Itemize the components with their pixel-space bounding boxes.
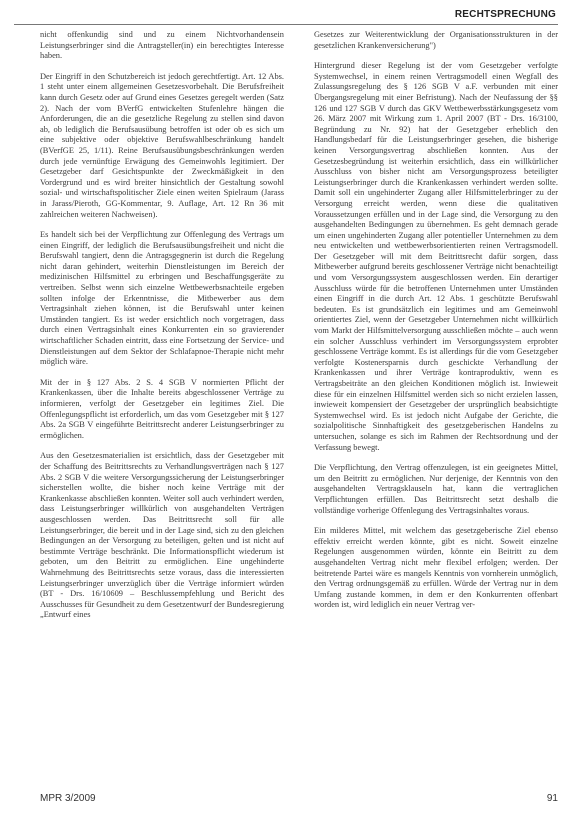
article-body (40, 30, 558, 780)
paragraph: Der Eingriff in den Schutzbereich ist jedoch gerechtfertigt. Art. 12 Abs. 1 steht unter einem allgemeinen Gesetzesvorbehalt. Die Berufsfreiheit kann durch Gesetz oder auf Grund eines Gesetzes geregelt werden (Satz 2). Nach der vom BVerfG entwickelten Stufenlehre hängen die Anforderungen, die an die gesetzliche Regelung zu stellen sind davon ab, ob lediglich die Berufsausübung betroffen ist oder ob es sich um eine subjektive oder objektive Berufswahlbeschränkung handelt (BVerfGE 25, 1/11). Reine Berufsausübungsbeschränkungen werden durch jede vernünftige Erwägung des Gemeinwohls legitimiert. Der Gesetzgeber darf Gesichtspunkte der Zweckmäßigkeit in den Vordergrund und es wird breiter hinsichtlich der Gestaltung sowohl sozial- und wirtschaftspolitischer Ziele einen weiten Spielraum (Jarass in Jarass/Pieroth, GG-Kommentar, 9. Auflage, Art. 12 Rn 36 mit zahlreichen weiteren Nachweisen). (40, 71, 284, 219)
header-rule (14, 24, 558, 25)
paragraph: Gesetzes zur Weiterentwicklung der Organisationsstrukturen in der gesetzlichen Krankenversicherung") (314, 30, 558, 50)
page-footer (40, 793, 558, 804)
page-number: 91 (546, 793, 558, 804)
paragraph: Aus den Gesetzesmaterialien ist ersichtlich, dass der Gesetzgeber mit der Schaffung des Beitrittsrechts zu Verhandlungsverträgen nach § 127 Abs. 2 SGB V die weitere Versorgungssicherung der Leistungserbringer sicherstellen wollte, die bisher noch keine Verträge mit der Krankenkasse abschließen konnten. Weiter soll auch verhindert werden, dass Leistungserbringer willkürlich von ausgehandelten Verträgen ausgeschlossen werden. Das Beitrittsrecht soll für alle Leistungserbringer, die bereit und in der Lage sind, sich zu den gleichen Bedingungen an der Versorgung zu beteiligen, gelten und ist nicht auf bestimmte Verträge beschränkt. Die Informationspflicht wiederum ist geboten, um den Beitritt zu ermöglichen. Eine ungehinderte Wahrnehmung des Beitrittsrechts setze voraus, dass die interessierten Leistungserbringer unverzüglich über die Verträge informiert würden (BT - Drs. 16/10609 – Beschlussempfehlung und Bericht des Ausschusses für Gesundheit zu dem Gesetzentwurf der Bundesregierung „Entwurf eines (40, 451, 284, 620)
journal-issue: MPR 3/2009 (40, 793, 96, 804)
paragraph: Mit der in § 127 Abs. 2 S. 4 SGB V normierten Pflicht der Krankenkassen, über die Inhalte bereits abgeschlossener Verträge zu informieren, verfolgt der Gesetzgeber ein legitimes Ziel. Die Offenlegungspflicht ist erforderlich, um das vom Gesetzgeber mit § 127 Abs. 2a SGB V eingeführte Beitrittsrecht anderer Leistungserbringer zu ermöglichen. (40, 377, 284, 440)
paragraph: Ein milderes Mittel, mit welchem das gesetzgeberische Ziel ebenso effektiv erreicht werden könnte, gibt es nicht. Soweit einzelne Regelungen ausgenommen würden, könnte ein Beitritt zu dem ausgehandelten Vertrag nicht mehr flexibel erfolgen; werden. Der beitretende Partei wäre es mangels Kenntnis von vornherein unmöglich, den Vertrag ordnungsgemäß zu erfüllen. Würde der Vertrag nur in dem Umfang zustande kommen, in dem er den Konkurrenten offenbart worden ist, wird lediglich ein neuer Vertrag ver- (314, 526, 558, 610)
running-head-section: RECHTSPRECHUNG (454, 9, 556, 20)
paragraph: Die Verpflichtung, den Vertrag offenzulegen, ist ein geeignetes Mittel, um den Beitritt zu ermöglichen. Nur derjenige, der Kenntnis von den ausgehandelten Vertragsklauseln hat, kann die vertraglichen Verpflichtungen erfüllen. Das Beitrittsrecht setzt deshalb die vollständige vorherige Offenlegung des Vertragsinhaltes voraus. (314, 463, 558, 515)
paragraph: Es handelt sich bei der Verpflichtung zur Offenlegung des Vertrags um einen Eingriff, der lediglich die Berufsausübungsfreiheit und nicht die Berufswahl tangiert, denn die Antragsgegnerin ist durch die Regelung nicht daran gehindert, weiterhin Dienstleistungen im Bereich der medizinischen Hilfsmittel zu erbringen und Beschaffungsgeräte zu vertreiben. Selbst wenn sich einzelne Wettbewerbsnachteile ergeben sollten infolge der Erkenntnisse, die Mitbewerber aus dem Vertragsinhalt ziehen können, ist die Berufswahl unter keinen Umständen tangiert. Es ist weder ersichtlich noch vorgetragen, dass durch einen Vertragsinhalt eines Konkurrenten ein so gravierender wirtschaftlicher Schaden eintritt, dass eine Fortsetzung der Service- und Dienstleistungen auf dem Sektor der Schlafapnoe-Therapie nicht mehr möglich wäre. (40, 230, 284, 367)
paragraph: Hintergrund dieser Regelung ist der vom Gesetzgeber verfolgte Systemwechsel, in einem reinen Vertragsmodell einen Wegfall des Zulassungsregelung des § 126 SGB V a.F. verbunden mit einer Übergangsregelung mit einer Befristung). Nach der Neufassung der §§ 126 und 127 SGB V durch das GKV Wettbewerbsstärkungsgesetz vom 26. März 2007 mit Wirkung zum 1. April 2007 (BT - Drs. 16/3100, Begründung zu Nr. 92) hat der Gesetzgeber erheblich den Handlungsbedarf für die Leistungserbringer gesehen, die bisherige keinen Versorgungsvertrag abschließen konnten. Aus der Gesetzesbegründung ist weiterhin ersichtlich, dass ein willkürlicher Ausschluss von bisher nicht am Versorgungsprozess beteiligter Leistungserbringer durch die Krankenkassen verhindert werden sollte. Damit soll ein ungehinderter Zugang aller Hilfsmittelerbringer zu der Versorgung erreicht werden, wenn diese die qualitativen Voraussetzungen erfüllen und in der Lage sind, die Versorgung zu den ausgehandelten Bedingungen zu übernehmen. Es geht demnach gerade um einen ungehinderten Zugang aller potentieller Unternehmen zu dem neu entwickelten und wettbewerbsorientierten reinen Vertragsmodell. Der Gesetzgeber will mit dem Beitrittsrecht dafür sorgen, dass Mitbewerber aufgrund bereits geschlossener Verträge nicht benachteiligt und vom Versorgungssystem ausgeschlossen werden. Ein derartiger Ausschluss würde für die betroffenen Unternehmen unter Umständen einen Eingriff in die durch Art. 12 Abs. 1 geschützte Berufswahl bedeuten. Es ist grundsätzlich ein legitimes und am Gemeinwohl orientiertes Ziel, wenn der Gesetzgeber Unternehmen nicht willkürlich vom Markt der Hilfsmittelversorgung ausschließen möchte – auch wenn ein solcher Ausschluss verhindert im Versorgungssystem erprobter geschlossene Verträge kommt. Es ist allerdings für die vom Gesetzgeber verfolgte Kostenersparnis durch geschickte Verhandlung der Krankenkassen und ihrer Verträge kontraproduktiv, wenn es Vertragsbeiträte an den gleichen Konditionen möglich ist. Inwieweit diese für ein einzelnen Hilfsmittel werden sich so nicht erzielen lassen, inwieweit kompensiert der Gesetzgeber der ursprünglich beabsichtigte Systemwechsel wird. Es ist jedoch nicht Aufgabe der Gerichte, die sozialpolitische Sinnhaftigkeit des gesetzgeberischen Handelns zu untersuchen, solange es sich im Rahmen der Rechtsordnung und der Verfassung bewegt. (314, 61, 558, 452)
paragraph: nicht offenkundig sind und zu einem Nichtvorhandensein Leistungserbringer sind die Antragsteller(in) ein berechtigtes Interesse haben. (40, 30, 284, 61)
column-left (40, 30, 284, 780)
column-right (314, 30, 558, 780)
